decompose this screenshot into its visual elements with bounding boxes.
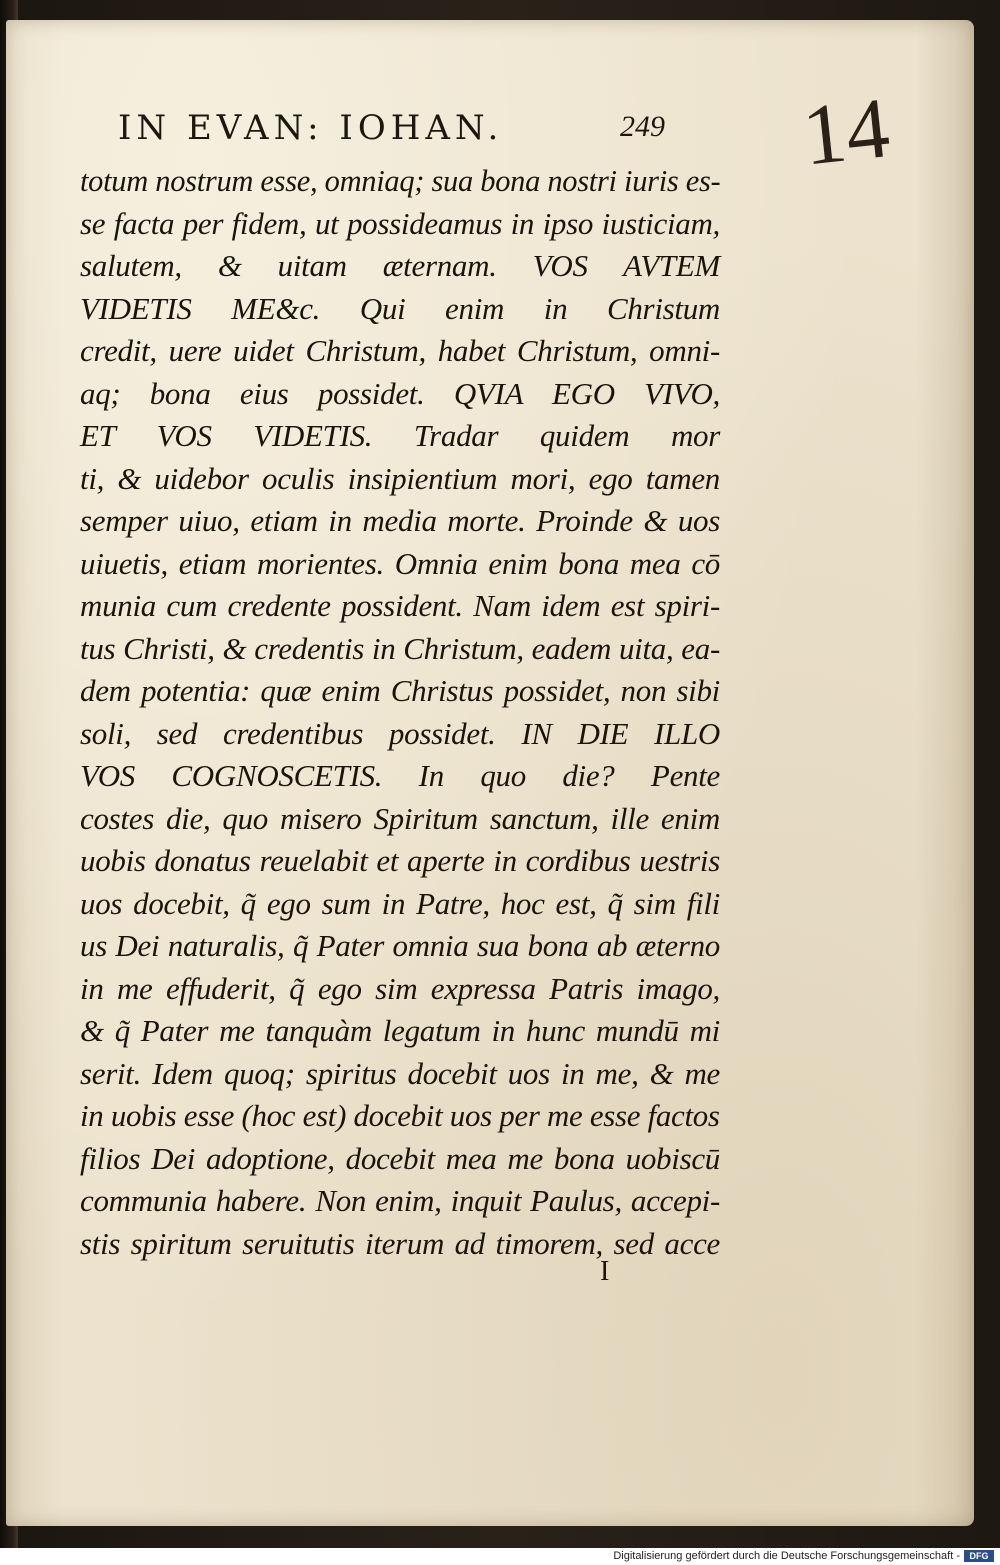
text-line: totum nostrum esse, omniaq; sua bona nostri iuris es- [80, 163, 721, 198]
text-line: salutem, & uitam æternam. VOS AVTEM [80, 248, 720, 283]
text-line: semper uiuo, etiam in media morte. Proinde & uos [80, 503, 720, 538]
signature-mark: I [600, 1256, 610, 1287]
text-line: munia cum credente possident. Nam idem est spiri- [80, 588, 720, 623]
running-head: IN EVAN: IOHAN. [118, 108, 504, 148]
text-line: in uobis esse (hoc est) docebit uos per me esse factos [80, 1098, 720, 1133]
text-line: aq; bona eius possidet. QVIA EGO VIVO, [80, 375, 720, 411]
text-line: tus Christi, & credentis in Christum, eadem uita, ea- [80, 630, 720, 666]
text-line: serit. Idem quoq; spiritus docebit uos in me, & me [80, 1055, 720, 1091]
text-line: VIDETIS ME&c. Qui enim in Christum [80, 290, 720, 326]
text-line: costes die, quo misero Spiritum sanctum, ille enim [80, 800, 720, 836]
body-text [80, 160, 720, 1265]
text-line: uobis donatus reuelabit et aperte in cordibus uestris [80, 843, 720, 878]
handwritten-folio-number: 14 [798, 78, 894, 184]
text-line: credit, uere uidet Christum, habet Christum, omni- [80, 333, 720, 368]
text-line: us Dei naturalis, q̃ Pater omnia sua bona ab æterno [80, 928, 720, 963]
text-line: soli, sed credentibus possidet. IN DIE ILLO [80, 715, 720, 751]
text-line: dem potentia: quæ enim Christus possidet, non sibi [80, 673, 720, 708]
text-line: VOS COGNOSCETIS. In quo die? Pente [80, 758, 720, 793]
text-line: se facta per fidem, ut possideamus in ipso iusticiam, [80, 205, 720, 241]
text-line: ET VOS VIDETIS. Tradar quidem mor [80, 418, 720, 453]
text-line: & q̃ Pater me tanquàm legatum in hunc mundū mi [80, 1013, 720, 1048]
text-line: ti, & uidebor oculis insipientium mori, ego tamen [80, 460, 720, 496]
text-line: communia habere. Non enim, inquit Paulus, accepi- [80, 1183, 720, 1218]
footer-credit: Digitalisierung gefördert durch die Deutsche Forschungsgemeinschaft - [613, 1550, 960, 1562]
text-line: filios Dei adoptione, docebit mea me bona uobiscū [80, 1140, 720, 1176]
text-line: uos docebit, q̃ ego sum in Patre, hoc est, q̃ sim fili [80, 885, 720, 921]
page-number: 249 [620, 110, 665, 143]
dfg-logo: DFG [964, 1550, 994, 1562]
text-line: in me effuderit, q̃ ego sim expressa Patris imago, [80, 970, 720, 1006]
text-line: stis spiritum seruitutis iterum ad timorem, sed acce [80, 1225, 720, 1261]
text-line: uiuetis, etiam morientes. Omnia enim bona mea cō [80, 545, 720, 581]
